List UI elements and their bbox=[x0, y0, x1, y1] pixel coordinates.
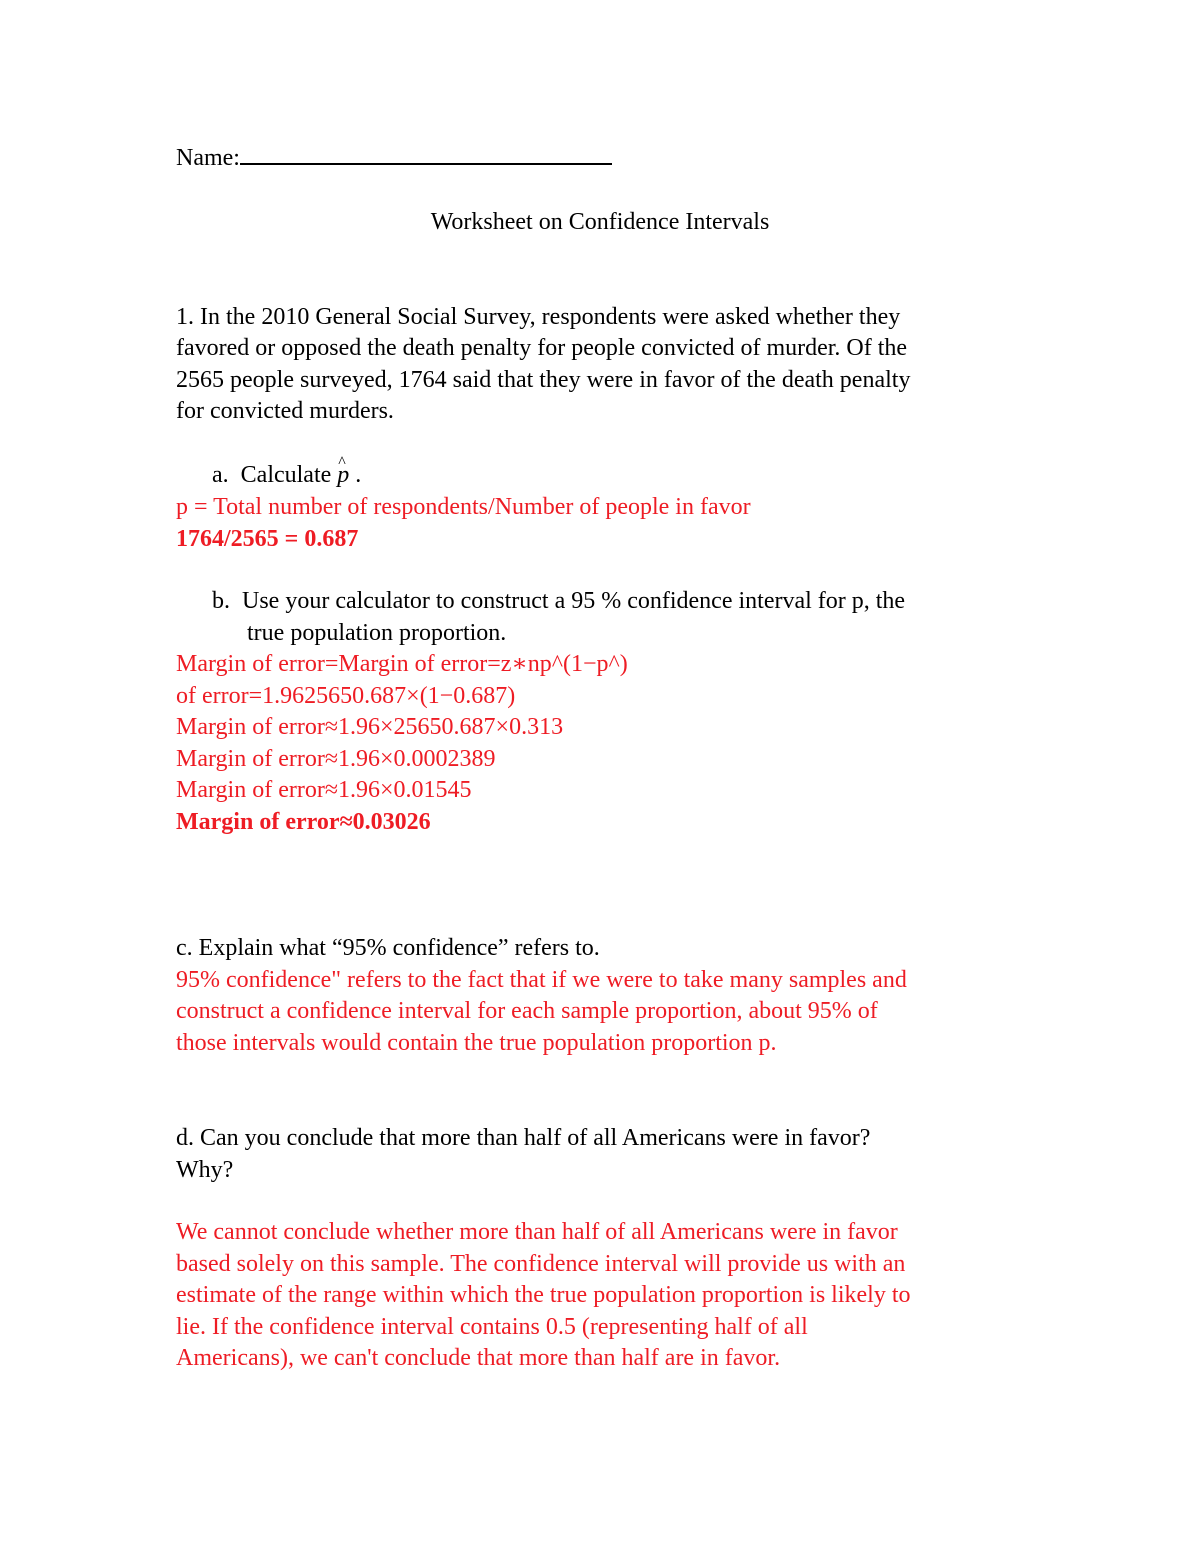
name-label: Name: bbox=[176, 145, 240, 171]
part-c-answer-line: construct a confidence interval for each sample proportion, about 95% of bbox=[176, 998, 878, 1024]
part-c-answer-line: those intervals would contain the true population proportion p. bbox=[176, 1030, 777, 1056]
part-a-label: a. bbox=[212, 462, 229, 488]
part-d-answer-line: Americans), we can't conclude that more than half are in favor. bbox=[176, 1345, 781, 1371]
part-b-prompt-line1 bbox=[212, 585, 905, 617]
part-d-prompt-line1: d. Can you conclude that more than half of all Americans were in favor? bbox=[176, 1125, 871, 1151]
part-b-prompt-line2: true population proportion. bbox=[247, 620, 507, 646]
name-line bbox=[176, 142, 612, 174]
part-c-answer-line: 95% confidence" refers to the fact that if we were to take many samples and bbox=[176, 967, 907, 993]
part-b-answer-line: Margin of error=Margin of error=z∗np^(1−p^) bbox=[176, 651, 628, 677]
part-d-prompt-line2: Why? bbox=[176, 1157, 234, 1183]
part-b-text: Use your calculator to construct a 95 % confidence interval for p, the bbox=[242, 588, 906, 614]
part-c-prompt: c. Explain what “95% confidence” refers to. bbox=[176, 935, 600, 961]
question1-line1: 1. In the 2010 General Social Survey, respondents were asked whether they bbox=[176, 304, 901, 330]
part-d-answer-line: based solely on this sample. The confidence interval will provide us with an bbox=[176, 1251, 906, 1277]
part-b-label: b. bbox=[212, 588, 230, 614]
part-d-answer-line: We cannot conclude whether more than half of all Americans were in favor bbox=[176, 1219, 898, 1245]
part-a-text: Calculate bbox=[240, 462, 332, 488]
part-a-prompt bbox=[212, 459, 361, 491]
question1-line3: 2565 people surveyed, 1764 said that they were in favor of the death penalty bbox=[176, 367, 911, 393]
part-d-answer-line: estimate of the range within which the true population proportion is likely to bbox=[176, 1282, 911, 1308]
p-hat-symbol: ^ p bbox=[337, 459, 349, 491]
question1-line4: for convicted murders. bbox=[176, 398, 394, 424]
part-b-answer-final: Margin of error≈0.03026 bbox=[176, 809, 431, 835]
part-a-answer-line1: p = Total number of respondents/Number of people in favor bbox=[176, 494, 751, 520]
part-b-answer-line: Margin of error≈1.96×0.01545 bbox=[176, 777, 472, 803]
part-a-answer-line2: 1764/2565 = 0.687 bbox=[176, 526, 359, 552]
page-title: Worksheet on Confidence Intervals bbox=[430, 209, 770, 235]
part-d-answer-line: lie. If the confidence interval contains 0.5 (representing half of all bbox=[176, 1314, 808, 1340]
name-blank[interactable] bbox=[240, 143, 612, 165]
part-a-period: . bbox=[355, 462, 362, 488]
part-b-answer-line: Margin of error≈1.96×25650.687×0.313 bbox=[176, 714, 564, 740]
part-b-answer-line: of error=1.9625650.687×(1−0.687) bbox=[176, 683, 516, 709]
part-b-answer-line: Margin of error≈1.96×0.0002389 bbox=[176, 746, 496, 772]
question1-line2: favored or opposed the death penalty for people convicted of murder. Of the bbox=[176, 335, 908, 361]
